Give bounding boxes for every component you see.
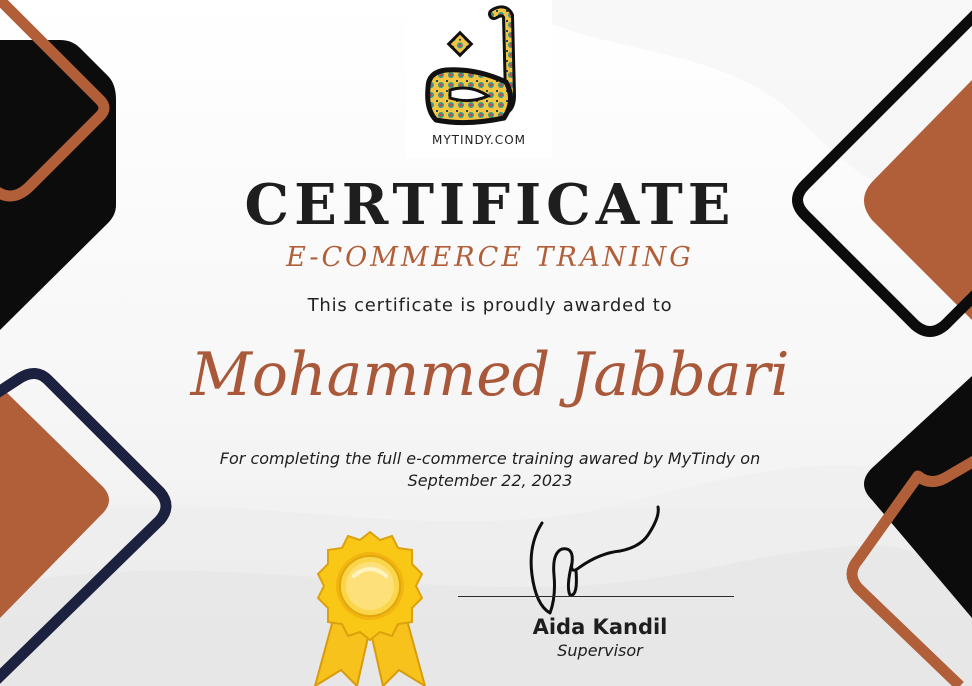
signature-scribble [520, 505, 670, 625]
description-line-1: For completing the full e-commerce training awared by MyTindy on [219, 449, 761, 468]
signature-line [458, 596, 734, 597]
arabic-letter-mosaic-icon [406, 0, 552, 132]
brand-logo [406, 0, 552, 158]
certificate-subtitle: E-COMMERCE TRANING [286, 242, 694, 273]
award-intro-text: This certificate is proudly awarded to [307, 295, 673, 316]
description-date: September 22, 2023 [407, 471, 573, 490]
signatory-name: Aida Kandil [532, 615, 668, 639]
recipient-name: Mohammed Jabbari [190, 340, 790, 410]
logo-text: MYTINDY.COM [431, 133, 526, 147]
award-ribbon-icon [305, 528, 435, 686]
certificate-title: CERTIFICATE [244, 172, 736, 238]
signatory-role: Supervisor [557, 641, 643, 660]
left-black-diamond [0, 40, 116, 330]
completion-description [200, 448, 780, 492]
